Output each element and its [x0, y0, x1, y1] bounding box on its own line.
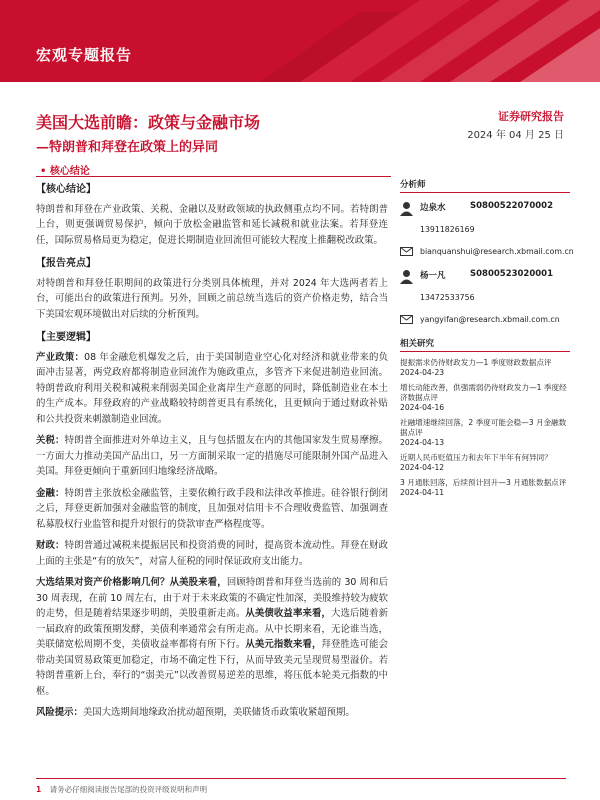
divider	[36, 176, 391, 177]
report-subtitle: —特朗普和拜登在政策上的异同	[36, 140, 219, 155]
phone-value: 13911826169	[420, 225, 475, 234]
analyst-2-email	[400, 313, 570, 329]
asset-lead-dollar: 从美元指数来看，	[245, 639, 322, 650]
related-item[interactable]	[400, 383, 570, 413]
related-title: 3 月通胀回落，后续预计回升—3 月通胀数据点评	[400, 478, 567, 487]
banner-title: 宏观专题报告	[36, 46, 133, 64]
phone-value: 13472533756	[420, 293, 475, 302]
email-icon	[400, 245, 413, 258]
section-bar	[36, 163, 566, 177]
asset-text-stocks: 回顾特朗普和拜登当选前的 30 周和后 30 周表现，在前 10 周左右，由于对于未来政策的不确定性加深，美股维持较为疲软的走势，但是随着结果逐步明朗，美股重新走高。	[36, 577, 388, 619]
section-label	[40, 162, 90, 177]
related-item[interactable]	[400, 453, 570, 473]
analyst-heading: 分析师	[400, 178, 570, 193]
asset-paragraph	[36, 575, 388, 699]
core-heading: 【核心结论】	[36, 184, 96, 195]
related-date: 2024-04-13	[400, 438, 445, 447]
email-icon	[400, 313, 413, 326]
related-item[interactable]	[400, 358, 570, 378]
related-date: 2024-04-16	[400, 403, 445, 412]
industry-lead: 产业政策：	[36, 351, 85, 363]
fiscal-lead: 财政：	[36, 540, 65, 551]
related-item[interactable]	[400, 478, 570, 498]
email-value[interactable]: bianquanshui@research.xbmail.com.cn	[420, 247, 574, 256]
core-paragraph: 特朗普和拜登在产业政策、关税、金融以及财政领域的执政侧重点均不同。若特朗普上台，则更强调贸易保护，倾向于放松金融监管和延长减税和就业法案。若拜登连任，国际贸易格局更为稳定，促进长期制造业回流但可能较大程度上推翻税改政策。	[36, 203, 388, 246]
banner-pattern	[240, 0, 600, 82]
finance-paragraph	[36, 486, 388, 533]
sidebar	[400, 178, 574, 503]
report-date: 2024 年 04 月 25 日	[467, 130, 564, 141]
highlight-paragraph: 对特朗普和拜登任职期间的政策进行分类别具体梳理，并对 2024 年大选两者若上台，可能出台的政策进行预判。另外，回顾之前总统当选后的资产价格走势，结合当下美国宏观环境做出对后续的分析预判。	[36, 277, 388, 320]
main-content	[36, 182, 388, 729]
risk-paragraph	[36, 705, 388, 721]
highlight-heading: 【报告亮点】	[36, 258, 96, 269]
risk-lead: 风险提示：	[36, 707, 83, 718]
related-title: 近期人民币贬值压力和去年下半年有何异同？	[400, 453, 552, 462]
analyst-2-phone	[400, 291, 570, 307]
related-item[interactable]	[400, 418, 570, 448]
highlight-section	[36, 256, 388, 322]
fiscal-text: 特朗普通过减税来提振居民和投资消费的同时，提高资本流动性。拜登在财政上面的主张是“有的放矢”，对富人征税的同时保证政府支出能力。	[36, 540, 388, 567]
bullet-icon: •	[40, 166, 47, 177]
core-section	[36, 182, 388, 248]
analyst-1-email	[400, 245, 574, 261]
related-title: 提振需求仍待财政发力—1 季度财政数据点评	[400, 358, 552, 367]
tariff-text: 特朗普全面推进对外单边主义，且与包括盟友在内的其他国家发生贸易摩擦。一方面大力推动美国产品出口，另一方面制采取一定的措施尽可能限制外国产品进入美国。拜登更倾向于重新回归地缘经济战略。	[36, 435, 388, 477]
person-icon	[400, 269, 413, 284]
analyst-1-phone	[400, 223, 570, 239]
asset-lead: 大选结果对资产价格影响几何？从美股来看，	[36, 577, 227, 588]
related-date: 2024-04-12	[400, 463, 445, 472]
finance-text: 特朗普主张放松金融监管，主要依赖行政手段和法律改革推进。硅谷银行倒闭之后，拜登更新加强对金融监管的制度，且加强对信用卡不合理收费监管、加强调查私募股权行业监管和提升对银行的贷款审查严格程度等。	[36, 487, 388, 530]
tariff-paragraph	[36, 433, 388, 480]
finance-lead: 金融：	[36, 487, 65, 499]
header-banner	[0, 0, 600, 82]
asset-text-bonds: 大选后随着新一届政府的政策预期发酵，美债利率通常会有所走高。从中长期来看，无论谁当选，美联储宽松周期不变，美债收益率都将有所下行。	[36, 608, 388, 650]
footer-disclaimer: 请务必仔细阅读报告尾部的投资评级说明和声明	[49, 785, 208, 794]
fiscal-paragraph	[36, 538, 388, 569]
tariff-lead: 关税：	[36, 435, 65, 446]
related-title: 社融增速继续回落，2 季度可能会稳—3 月金融数据点评	[400, 418, 567, 437]
industry-paragraph	[36, 350, 388, 428]
analyst-name: 边泉水	[420, 203, 446, 213]
related-title: 增长动能改善，供强需弱仍待财政发力—1 季度经济数据点评	[400, 383, 567, 402]
logic-heading: 【主要逻辑】	[36, 332, 96, 343]
related-date: 2024-04-23	[400, 368, 445, 377]
section-label-text: 核心结论	[49, 166, 90, 177]
logic-section	[36, 330, 388, 721]
industry-text: 08 年金融危机爆发之后，由于美国制造业空心化对经济和就业带来的负面冲击显著，两党政府都将制造业回流作为施政重点，多管齐下来促进制造业回流。特朗普政府利用关税和减税来削弱美国企业离岸生产意愿的同时，降低制造业在本土的生产成本。拜登政府的产业战略较特朗普更具有系统化，且更倾向于通过财政补贴和公共投资来刺激制造业回流。	[36, 351, 388, 425]
analyst-name: 杨一凡	[420, 271, 446, 281]
related-heading: 相关研究	[400, 337, 570, 352]
report-type: 证券研究报告	[498, 110, 564, 123]
email-value[interactable]: yangyifan@research.xbmail.com.cn	[420, 315, 560, 324]
analyst-license: S0800522070002	[470, 201, 554, 211]
related-research	[400, 337, 570, 498]
page-number: 1	[36, 785, 42, 794]
related-date: 2024-04-11	[400, 488, 445, 497]
analyst-license: S0800523020001	[470, 269, 554, 279]
footer-divider	[36, 778, 566, 779]
report-title: 美国大选前瞻：政策与金融市场	[36, 113, 261, 132]
footer	[36, 784, 207, 795]
person-icon	[400, 201, 413, 216]
asset-text-dollar: 拜登胜选可能会带动美国贸易政策更加稳定，市场不确定性下行，从而导致美元呈现贸易型溢价。若特朗普重新上台，奉行的“弱美元”以改善贸易逆差的思维，将压低本轮美元指数的中枢。	[36, 639, 388, 697]
asset-lead-bonds: 从美债收益率来看，	[245, 608, 332, 619]
risk-text: 美国大选期间地缘政治扰动超预期，美联储货币政策收紧超预期。	[82, 707, 355, 718]
